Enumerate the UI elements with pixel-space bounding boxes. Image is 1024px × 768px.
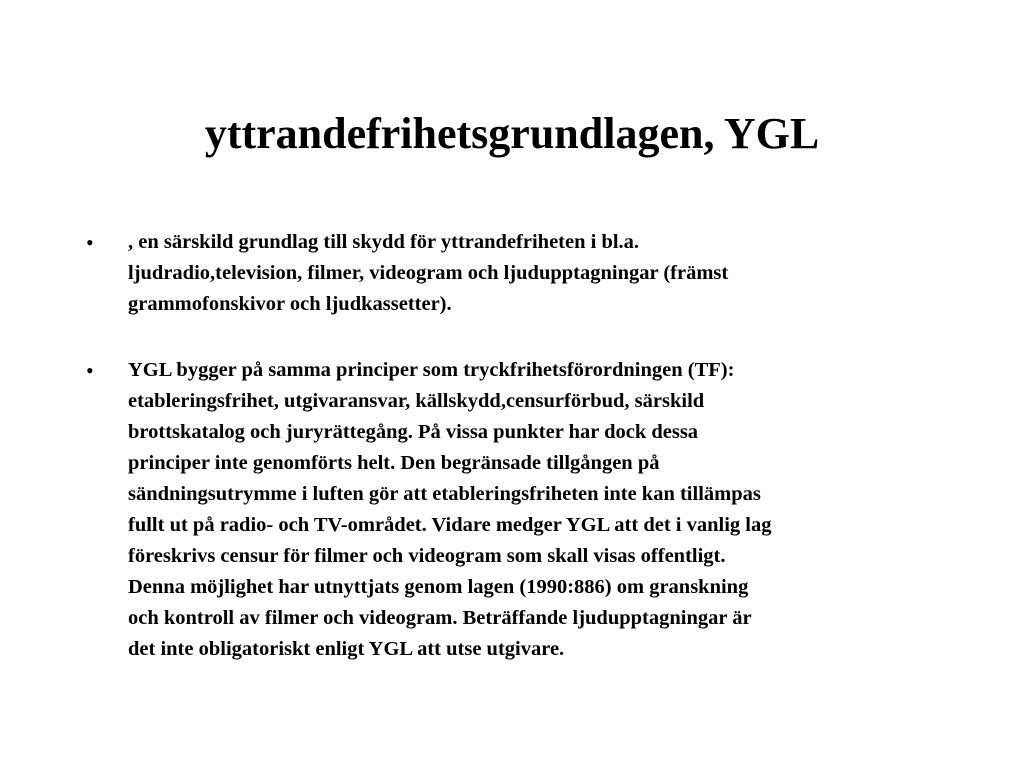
bullet-text: , en särskild grundlag till skydd för yttrandefriheten i bl.a. ljudradio,television, filmer, videogram och ljudupptagningar (främst grammofonskivor och ljudkassetter). <box>128 231 729 315</box>
bullet-icon: • <box>86 358 94 383</box>
bullet-icon: • <box>86 230 94 255</box>
bullet-text: YGL bygger på samma principer som tryckfrihetsförordningen (TF): etableringsfrihet, utgivaransvar, källskydd,censurförbud, särskild brottskatalog och juryrättegång. På vissa punkter har dock dessa principer inte genomförts helt. Den begränsade tillgången på sändningsutrymme i luften gör att etableringsfriheten inte kan tillämpas fullt ut på radio- och TV-området. Vidare medger YGL att det i vanlig lag föreskrivs censur för filmer och videogram som skall visas offentligt. Denna möjlighet har utnyttjats genom lagen (1990:886) om granskning och kontroll av filmer och videogram. Beträffande ljudupptagningar är det inte obligatoriskt enligt YGL att utse utgivare. <box>128 359 772 660</box>
list-item <box>84 227 954 320</box>
slide-title: yttrandefrihetsgrundlagen, YGL <box>204 109 820 158</box>
list-item <box>84 355 954 665</box>
bullet-list <box>84 227 954 665</box>
